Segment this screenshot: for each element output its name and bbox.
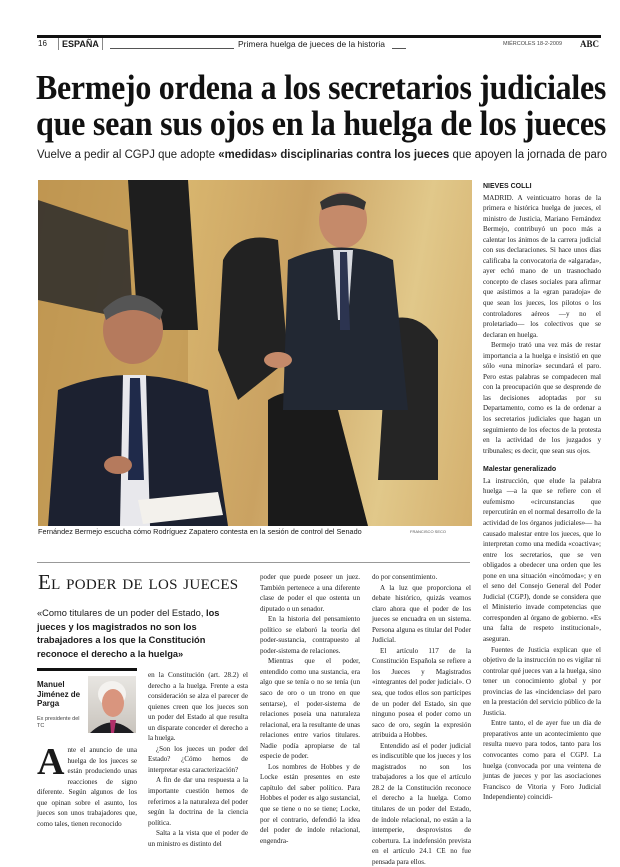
opinion-paragraph: A fin de dar una respuesta a la importante cuestión hemos de referirnos a la naturaleza del poder según la doctrina de la ciencia política.: [148, 776, 248, 827]
photo-caption: Fernández Bermejo escucha cómo Rodríguez Zapatero contesta en la sesión de control del Senado: [38, 527, 362, 536]
article-paragraph: MADRID. A veinticuatro horas de la primera e histórica huelga de jueces, el ministro de Justicia, Mariano Fernández Bermejo, contribuyó un poco más a calentar los ánimos de la carrera judicial con sus declaraciones. Si hace unos días calificaba la convocatoria de «algarada», ayer echó mano de un trasnochado concepto de clases sociales para afirmar que asistimos a la «gran paradoja» de que sean los jueces, los pilotos o los controladores aéreos —y no el proletariado— los colectivos que se declaran en huelga.: [483, 193, 601, 339]
page-number: 16: [38, 39, 47, 48]
header-line: [392, 48, 406, 49]
author-portrait: [88, 676, 136, 733]
opinion-column-3: [260, 572, 360, 846]
quote-text: «Como titulares de un poder del Estado,: [37, 608, 206, 618]
subtitle: [37, 149, 607, 161]
senate-photo-illustration: [38, 180, 472, 526]
quote-bold: los jueces y los magistrados no son los trabajadores a los que la Constitución reconoce el derecho a la huelga»: [37, 608, 220, 659]
page-kicker: Primera huelga de jueces de la historia: [238, 39, 385, 49]
opinion-title: El poder de los jueces: [38, 570, 239, 594]
opinion-column-2: [148, 670, 248, 846]
header-line: [110, 48, 234, 49]
opinion-paragraph: Los nombres de Hobbes y de Locke están presentes en este capítulo del saber político. Para Hobbes el poder es algo sustancial, que se tiene o no se tiene; Locke, por el contrario, defendió la idea del poder de índole relacional, engendra-: [260, 762, 360, 845]
opinion-paragraph: El artículo 117 de la Constitución Española se refiere a los Jueces y Magistrados «integrantes del poder judicial». O sea, que todos ellos son partícipes de un poder del Estado, sin que ninguno posea el poder como un saco de oro, según la expresión atribuida a Hobbes.: [372, 646, 471, 740]
opinion-paragraph: En la historia del pensamiento político se elaboró la teoría del poder-sustancia, contrapuesto al poder-sistema de relaciones.: [260, 615, 360, 655]
drop-cap: A: [37, 741, 65, 783]
section-divider: [37, 562, 470, 563]
opinion-paragraph: poder que puede poseer un juez. También pertenece a una diferente clase de poder el que ostenta un diputado o un senador.: [260, 573, 360, 613]
author-role: Ex presidente del TC: [37, 716, 80, 729]
article-paragraph: La instrucción, que elude la palabra huelga —a la que se refiere con el eufemismo «circunstancias que repercutirán en el normal desarrollo de la actividad de los órganos judiciales»— ha causado malestar entre los jueces, que lo interpretan como una medida «coactiva»; entre los secretarios, que se ven obligados a obedecer una orden que les pone en una situación «incómoda»; y en el seno del Consejo General del Poder Judicial (CGPJ), donde se considera que el Ministerio invade competencias que corresponden al órgano de gobierno. «Es una falta de respeto institucional», aseguran.: [483, 476, 601, 643]
subtitle-text: que apoyen la jornada de paro: [449, 149, 607, 161]
author-name: Manuel Jiménez de Parga: [37, 680, 81, 708]
opinion-pull-quote: [37, 607, 247, 661]
opinion-column-1: [37, 741, 137, 845]
opinion-paragraph: A la luz que proporciona el debate histórico, quizás veamos claro ahora que el poder de los jueces se encuadra en un sistema. Persona alguna es titular del Poder Judicial.: [372, 583, 471, 645]
opinion-paragraph: nte el anuncio de una huelga de los jueces se están produciendo unas reacciones de signo diferente. Según algunos de los que opinan sobre el asunto, los jueces son unos trabajadores que, como tales, tienen reconocido: [37, 746, 137, 828]
news-photo: [38, 180, 472, 526]
article-subhead: Malestar generalizado: [483, 466, 557, 474]
opinion-paragraph: Mientras que el poder, entendido como una sustancia, era algo que se tenía o no se tenía (un saco de oro o un trono en que sentarse), el poder-sistema de relaciones poseía una naturaleza relacional, era la resultante de unas relaciones entre varios titulares. Nadie podía apropiarse de tal especie de poder.: [260, 657, 360, 761]
subtitle-bold: «medidas» disciplinarias contra los jueces: [218, 149, 450, 161]
byline: NIEVES COLLI: [483, 183, 532, 190]
article-paragraph: Fuentes de Justicia explican que el objetivo de la instrucción no es vigilar ni controlar qué jueces van a la huelga, sino tener un conocimiento global y por provincias de las «incidencias» del paro en la prestación del servicio público de la Justicia.: [483, 645, 601, 717]
news-article-column: [483, 182, 601, 846]
author-photo: [88, 676, 136, 733]
issue-date: MIÉRCOLES 18-2-2009: [503, 41, 562, 47]
photo-credit: FRANCISCO SECO: [410, 529, 447, 534]
author-bar: [37, 668, 137, 671]
opinion-paragraph: Salta a la vista que el poder de un ministro es distinto del: [148, 829, 248, 848]
opinion-paragraph: en la Constitución (art. 28.2) el derecho a la huelga. Frente a esta consideración se alza el parecer de quienes creen que los jueces son un poder del Estado al que resulta un disparate conceder el derecho a la huelga.: [148, 671, 248, 743]
headline-line: que sean sus ojos en la huelga de los jueces: [36, 105, 606, 143]
article-paragraph: Entre tanto, el de ayer fue un día de preparativos ante un acontecimiento que resulta nuevo para todos, tanto para los convocantes como para el CGPJ. La huelga (convocada por una veintena de juntas de jueces y por las asociaciones Francisco de Vitoria y Foro Judicial Independiente) coincidi-: [483, 719, 601, 802]
opinion-paragraph: ¿Son los jueces un poder del Estado? ¿Cómo hemos de interpretar esta caracterización?: [148, 744, 248, 774]
masthead-logo: ABC: [580, 39, 600, 49]
section-label: ESPAÑA: [58, 38, 103, 50]
opinion-paragraph: do por consentimiento.: [372, 573, 438, 581]
opinion-column-4: [372, 572, 471, 866]
subtitle-text: Vuelve a pedir al CGPJ que adopte: [37, 149, 219, 161]
headline-line: Bermejo ordena a los secretarios judiciales: [36, 69, 606, 107]
article-paragraph: Bermejo trató una vez más de restar importancia a la huelga e insistió en que sólo «una minoría» secundará el paro. Pero estas palabras se compadecen mal con la preocupación que se desprende de las decisiones adoptadas por su Departamento, como es la de ordenar a los secretarios judiciales que hagan un seguimiento de los efectos de la protesta en la actividad de los juzgados y tribunales; es decir, que sean sus ojos.: [483, 341, 601, 455]
opinion-paragraph: Entendido así el poder judicial es indiscutible que los jueces y los magistrados no son los trabajadores a los que el artículo 28.2 de la Constitución reconoce el derecho a la huelga. Como titulares de un poder del Estado, de índole relacional, no están a la intemperie, desprovistos de cobertura. La indefensión prevista en el artículo 24.1 CE no fue pensada para ellos.: [372, 741, 471, 866]
headline: [36, 70, 606, 142]
